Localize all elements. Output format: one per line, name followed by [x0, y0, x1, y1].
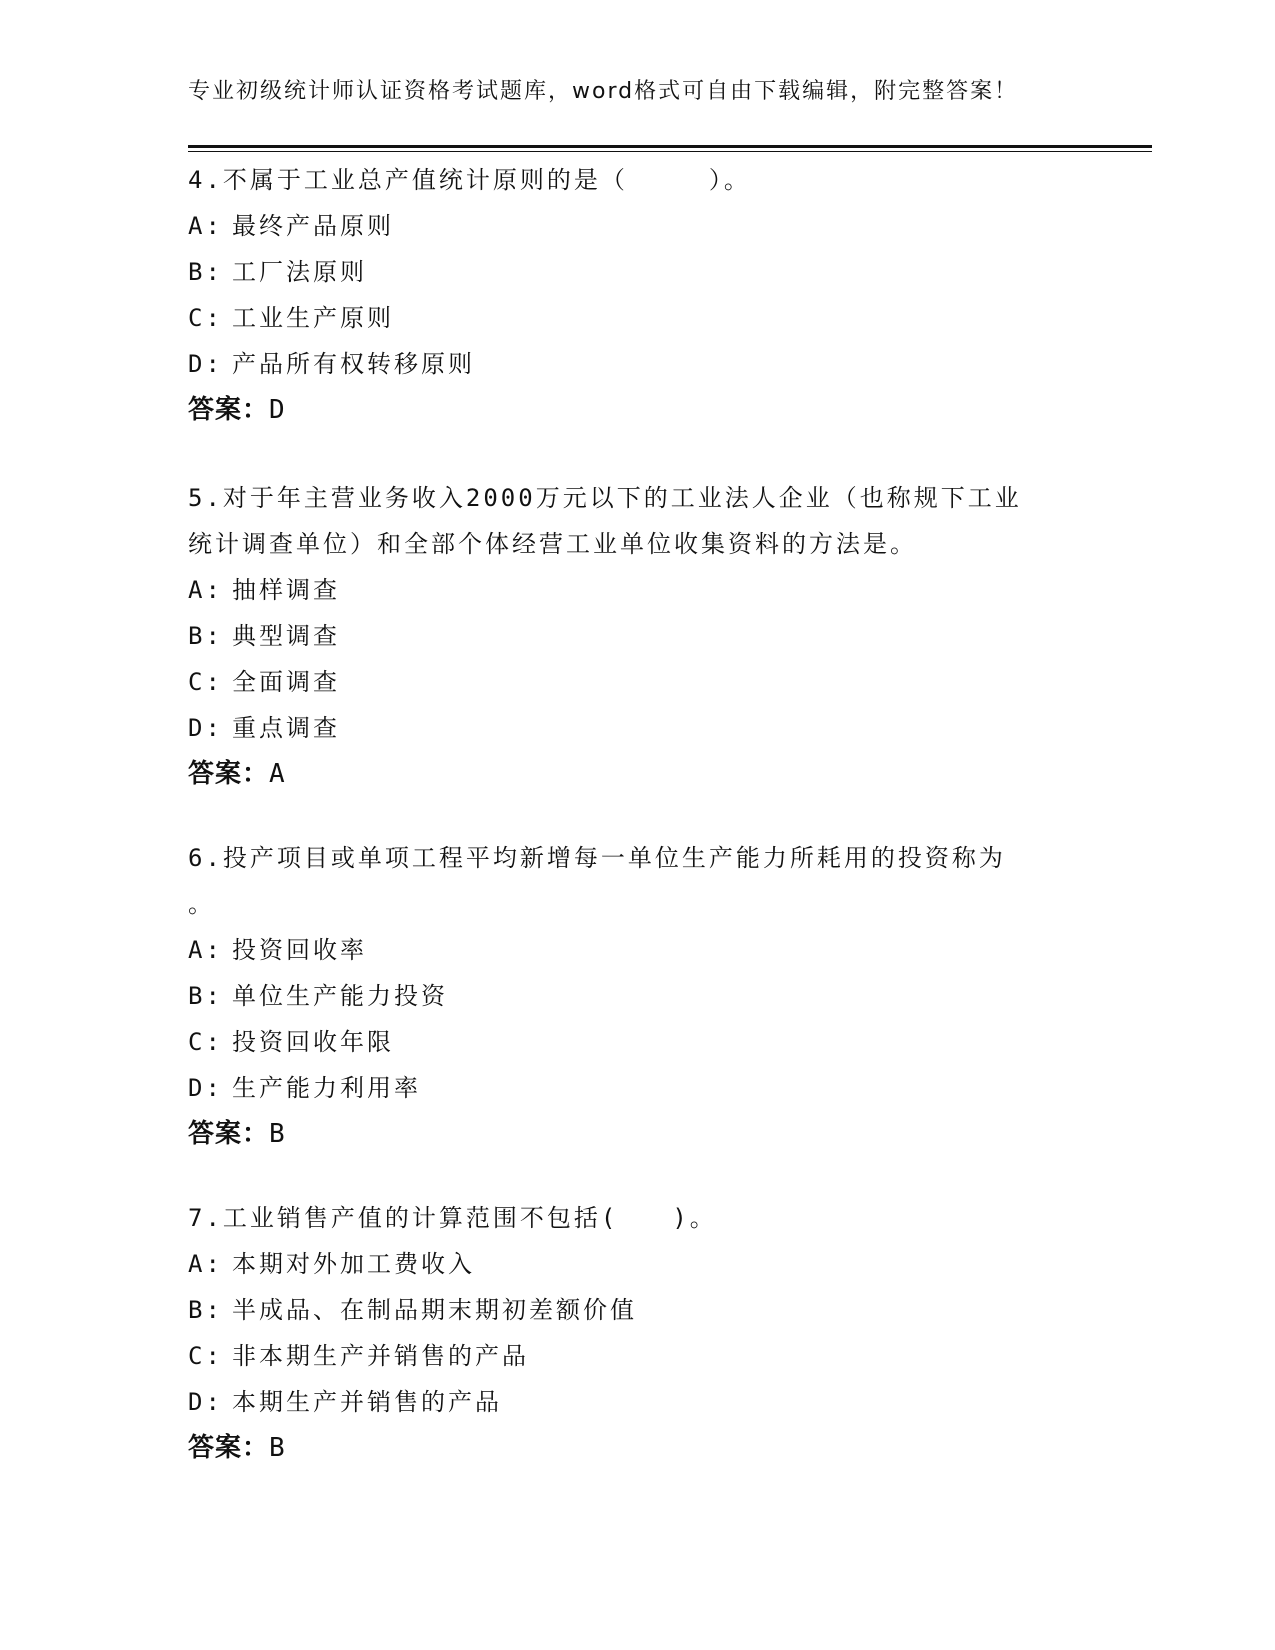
- answer-value: B: [269, 1119, 286, 1149]
- option-letter: A:: [188, 1250, 223, 1278]
- option-text: 本期对外加工费收入: [232, 1250, 475, 1278]
- question-stem: 4.不属于工业总产值统计原则的是（ ）。: [188, 166, 751, 194]
- answer-value: B: [269, 1433, 286, 1463]
- option-c: [188, 659, 1088, 705]
- option-c: [188, 1019, 1088, 1065]
- question-stem-line-2: 。: [188, 890, 215, 918]
- option-letter: B:: [188, 1296, 223, 1324]
- option-d: [188, 705, 1088, 751]
- option-text: 生产能力利用率: [232, 1074, 421, 1102]
- option-letter: C:: [188, 668, 223, 696]
- option-letter: D:: [188, 714, 223, 742]
- option-letter: C:: [188, 304, 223, 332]
- option-a: [188, 567, 1088, 613]
- answer-line: [188, 751, 1088, 797]
- option-text: 非本期生产并销售的产品: [232, 1342, 529, 1370]
- question-stem-line-1: 6.投产项目或单项工程平均新增每一单位生产能力所耗用的投资称为: [188, 844, 1006, 872]
- question-7: [188, 1195, 1088, 1471]
- option-letter: D:: [188, 1074, 223, 1102]
- question-6: [188, 835, 1088, 1157]
- option-letter: C:: [188, 1342, 223, 1370]
- option-text: 产品所有权转移原则: [232, 350, 475, 378]
- option-letter: B:: [188, 982, 223, 1010]
- option-text: 本期生产并销售的产品: [232, 1388, 502, 1416]
- option-text: 最终产品原则: [232, 212, 394, 240]
- question-stem-line-1: 5.对于年主营业务收入2000万元以下的工业法人企业（也称规下工业: [188, 484, 1022, 512]
- option-c: [188, 295, 1088, 341]
- option-text: 抽样调查: [232, 576, 340, 604]
- answer-line: [188, 387, 1088, 433]
- answer-label: 答案：: [188, 1433, 270, 1463]
- option-d: [188, 341, 1088, 387]
- option-b: [188, 1287, 1088, 1333]
- question-4: [188, 157, 1088, 433]
- answer-value: D: [269, 395, 286, 425]
- option-c: [188, 1333, 1088, 1379]
- option-d: [188, 1379, 1088, 1425]
- question-stem: 7.工业销售产值的计算范围不包括( )。: [188, 1204, 717, 1232]
- option-letter: A:: [188, 212, 223, 240]
- option-text: 全面调查: [232, 668, 340, 696]
- option-text: 重点调查: [232, 714, 340, 742]
- option-b: [188, 249, 1088, 295]
- option-letter: A:: [188, 936, 223, 964]
- option-a: [188, 927, 1088, 973]
- option-text: 工厂法原则: [232, 258, 367, 286]
- option-letter: C:: [188, 1028, 223, 1056]
- option-letter: D:: [188, 1388, 223, 1416]
- option-text: 典型调查: [232, 622, 340, 650]
- option-text: 单位生产能力投资: [232, 982, 448, 1010]
- answer-label: 答案：: [188, 395, 270, 425]
- option-b: [188, 613, 1088, 659]
- answer-line: [188, 1111, 1088, 1157]
- answer-line: [188, 1425, 1088, 1471]
- question-stem-line-2: 统计调查单位）和全部个体经营工业单位收集资料的方法是。: [188, 530, 917, 558]
- option-d: [188, 1065, 1088, 1111]
- option-letter: D:: [188, 350, 223, 378]
- option-text: 半成品、在制品期末期初差额价值: [232, 1296, 637, 1324]
- option-text: 投资回收年限: [232, 1028, 394, 1056]
- question-5: [188, 475, 1088, 797]
- header-divider-thin: [188, 151, 1152, 152]
- option-letter: B:: [188, 622, 223, 650]
- answer-label: 答案：: [188, 1119, 270, 1149]
- option-a: [188, 203, 1088, 249]
- option-b: [188, 973, 1088, 1019]
- answer-label: 答案：: [188, 759, 270, 789]
- header-note: 专业初级统计师认证资格考试题库，word格式可自由下载编辑，附完整答案！: [188, 79, 1019, 104]
- option-a: [188, 1241, 1088, 1287]
- header-divider-thick: [188, 145, 1152, 148]
- option-letter: A:: [188, 576, 223, 604]
- option-text: 投资回收率: [232, 936, 367, 964]
- option-letter: B:: [188, 258, 223, 286]
- answer-value: A: [269, 759, 286, 789]
- option-text: 工业生产原则: [232, 304, 394, 332]
